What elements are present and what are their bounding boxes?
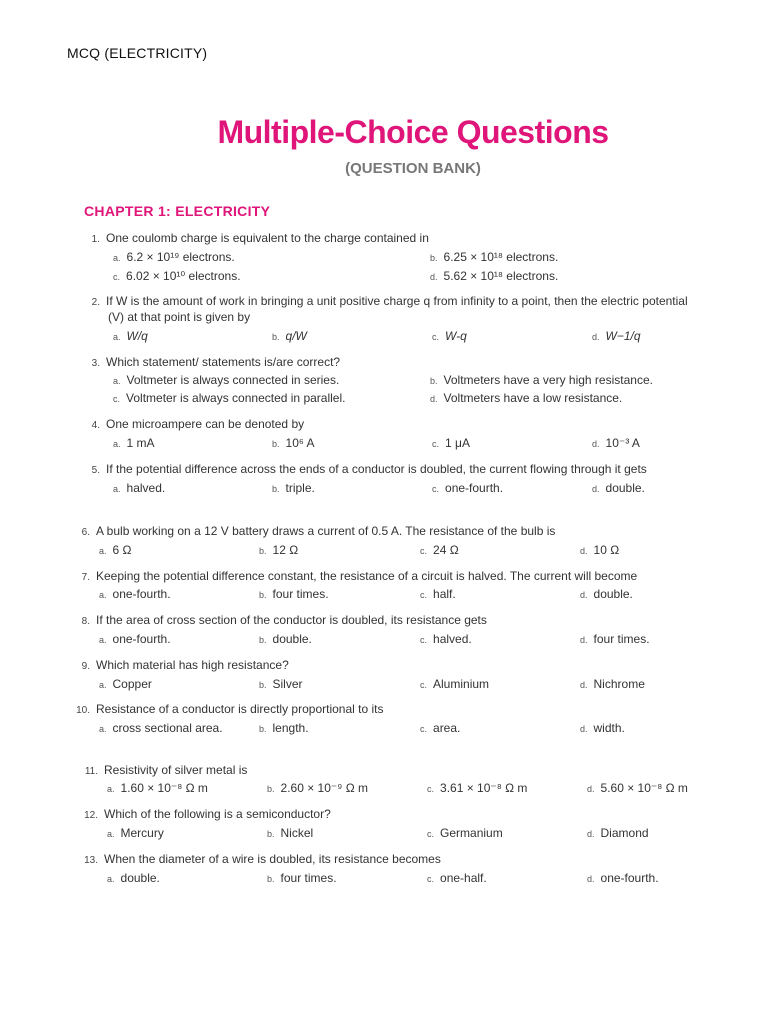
option-d: d. 10⁻³ A: [592, 436, 640, 450]
option-c: c. Voltmeter is always connected in parallel.: [113, 391, 346, 405]
option-c: c. area.: [420, 721, 461, 735]
option-b: b. 12 Ω: [259, 543, 299, 557]
option-a: a. one-fourth.: [99, 587, 171, 601]
question-7: [74, 567, 637, 587]
question-3: [84, 353, 340, 373]
question-number: 2.: [91, 297, 100, 308]
option-d: d. 5.60 × 10⁻⁸ Ω m: [587, 781, 688, 795]
option-b: b. Voltmeters have a very high resistance.: [430, 373, 653, 387]
question-number: 10.: [76, 705, 90, 716]
option-b: b. 2.60 × 10⁻⁹ Ω m: [267, 781, 369, 795]
question-number: 6.: [81, 527, 90, 538]
question-number: 12.: [84, 810, 98, 821]
option-a: a. 1.60 × 10⁻⁸ Ω m: [107, 781, 208, 795]
option-d: d. Diamond: [587, 826, 649, 840]
option-c: c. halved.: [420, 632, 472, 646]
question-text-continued: (V) at that point is given by: [108, 310, 251, 324]
option-d: d. four times.: [580, 632, 650, 646]
question-5: [84, 460, 647, 480]
option-b: b. double.: [259, 632, 312, 646]
option-a: a. 6 Ω: [99, 543, 132, 557]
question-6: [74, 522, 555, 542]
option-c: c. 6.02 × 10¹⁰ electrons.: [113, 269, 241, 283]
option-a: a. double.: [107, 871, 160, 885]
option-c: c. 1 μA: [432, 436, 470, 450]
option-b: b. q/W: [272, 329, 307, 343]
question-text: Resistivity of silver metal is: [104, 763, 248, 777]
question-13: [82, 850, 441, 870]
option-d: d. W−1/q: [592, 329, 641, 343]
option-b: b. four times.: [259, 587, 329, 601]
option-d: d. width.: [580, 721, 625, 735]
option-b: b. length.: [259, 721, 309, 735]
question-4: [84, 415, 304, 435]
option-d: d. 5.62 × 10¹⁸ electrons.: [430, 269, 559, 283]
question-text: A bulb working on a 12 V battery draws a current of 0.5 A. The resistance of the bulb is: [96, 524, 556, 538]
page-subtitle: (QUESTION BANK): [345, 160, 481, 177]
question-text: Keeping the potential difference constant, the resistance of a circuit is halved. The current will become: [96, 569, 638, 583]
question-11: [82, 761, 247, 781]
option-b: b. four times.: [267, 871, 337, 885]
option-a: a. one-fourth.: [99, 632, 171, 646]
question-text: If the potential difference across the ends of a conductor is doubled, the current flowing through it gets: [106, 462, 647, 476]
option-c: c. one-fourth.: [432, 481, 504, 495]
option-c: c. Germanium: [427, 826, 503, 840]
question-text: One coulomb charge is equivalent to the charge contained in: [106, 231, 429, 245]
option-d: d. Nichrome: [580, 677, 645, 691]
question-text: Resistance of a conductor is directly proportional to its: [96, 702, 384, 716]
option-c: c. 24 Ω: [420, 543, 459, 557]
question-9: [74, 656, 289, 676]
question-text: One microampere can be denoted by: [106, 417, 305, 431]
question-number: 9.: [81, 661, 90, 672]
option-a: a. W/q: [113, 329, 148, 343]
question-text: Which statement/ statements is/are correct?: [106, 355, 341, 369]
question-1: [84, 229, 429, 249]
option-b: b. triple.: [272, 481, 315, 495]
option-d: d. double.: [580, 587, 633, 601]
option-b: b. 10⁶ A: [272, 436, 315, 450]
question-number: 3.: [91, 358, 100, 369]
option-c: c. W-q: [432, 329, 467, 343]
chapter-heading: CHAPTER 1: ELECTRICITY: [84, 203, 271, 219]
page-title: Multiple-Choice Questions: [217, 114, 609, 150]
option-c: c. Aluminium: [420, 677, 490, 691]
question-number: 7.: [81, 572, 90, 583]
question-10: [74, 700, 383, 720]
question-text: When the diameter of a wire is doubled, its resistance becomes: [104, 852, 441, 866]
option-a: a. 1 mA: [113, 436, 155, 450]
document-header: MCQ (ELECTRICITY): [67, 45, 208, 61]
option-a: a. 6.2 × 10¹⁹ electrons.: [113, 250, 235, 264]
option-a: a. cross sectional area.: [99, 721, 223, 735]
option-b: b. Nickel: [267, 826, 314, 840]
question-text: Which material has high resistance?: [96, 658, 289, 672]
option-a: a. Voltmeter is always connected in series.: [113, 373, 340, 387]
option-a: a. Mercury: [107, 826, 164, 840]
option-b: b. Silver: [259, 677, 303, 691]
question-text: If the area of cross section of the conductor is doubled, its resistance gets: [96, 613, 487, 627]
option-d: d. Voltmeters have a low resistance.: [430, 391, 623, 405]
question-number: 1.: [91, 234, 100, 245]
option-b: b. 6.25 × 10¹⁸ electrons.: [430, 250, 559, 264]
question-12: [82, 805, 331, 825]
option-c: c. one-half.: [427, 871, 487, 885]
option-d: d. 10 Ω: [580, 543, 620, 557]
question-number: 5.: [91, 465, 100, 476]
question-text: If W is the amount of work in bringing a unit positive charge q from infinity to a point, then the electric potential: [106, 294, 688, 308]
option-a: a. halved.: [113, 481, 166, 495]
option-d: d. double.: [592, 481, 645, 495]
option-c: c. half.: [420, 587, 456, 601]
option-c: c. 3.61 × 10⁻⁸ Ω m: [427, 781, 528, 795]
option-d: d. one-fourth.: [587, 871, 659, 885]
option-a: a. Copper: [99, 677, 152, 691]
question-number: 11.: [84, 766, 98, 777]
question-number: 8.: [81, 616, 90, 627]
question-text: Which of the following is a semiconductor?: [104, 807, 331, 821]
question-8: [74, 611, 487, 631]
question-number: 4.: [91, 420, 100, 431]
question-number: 13.: [84, 855, 98, 866]
